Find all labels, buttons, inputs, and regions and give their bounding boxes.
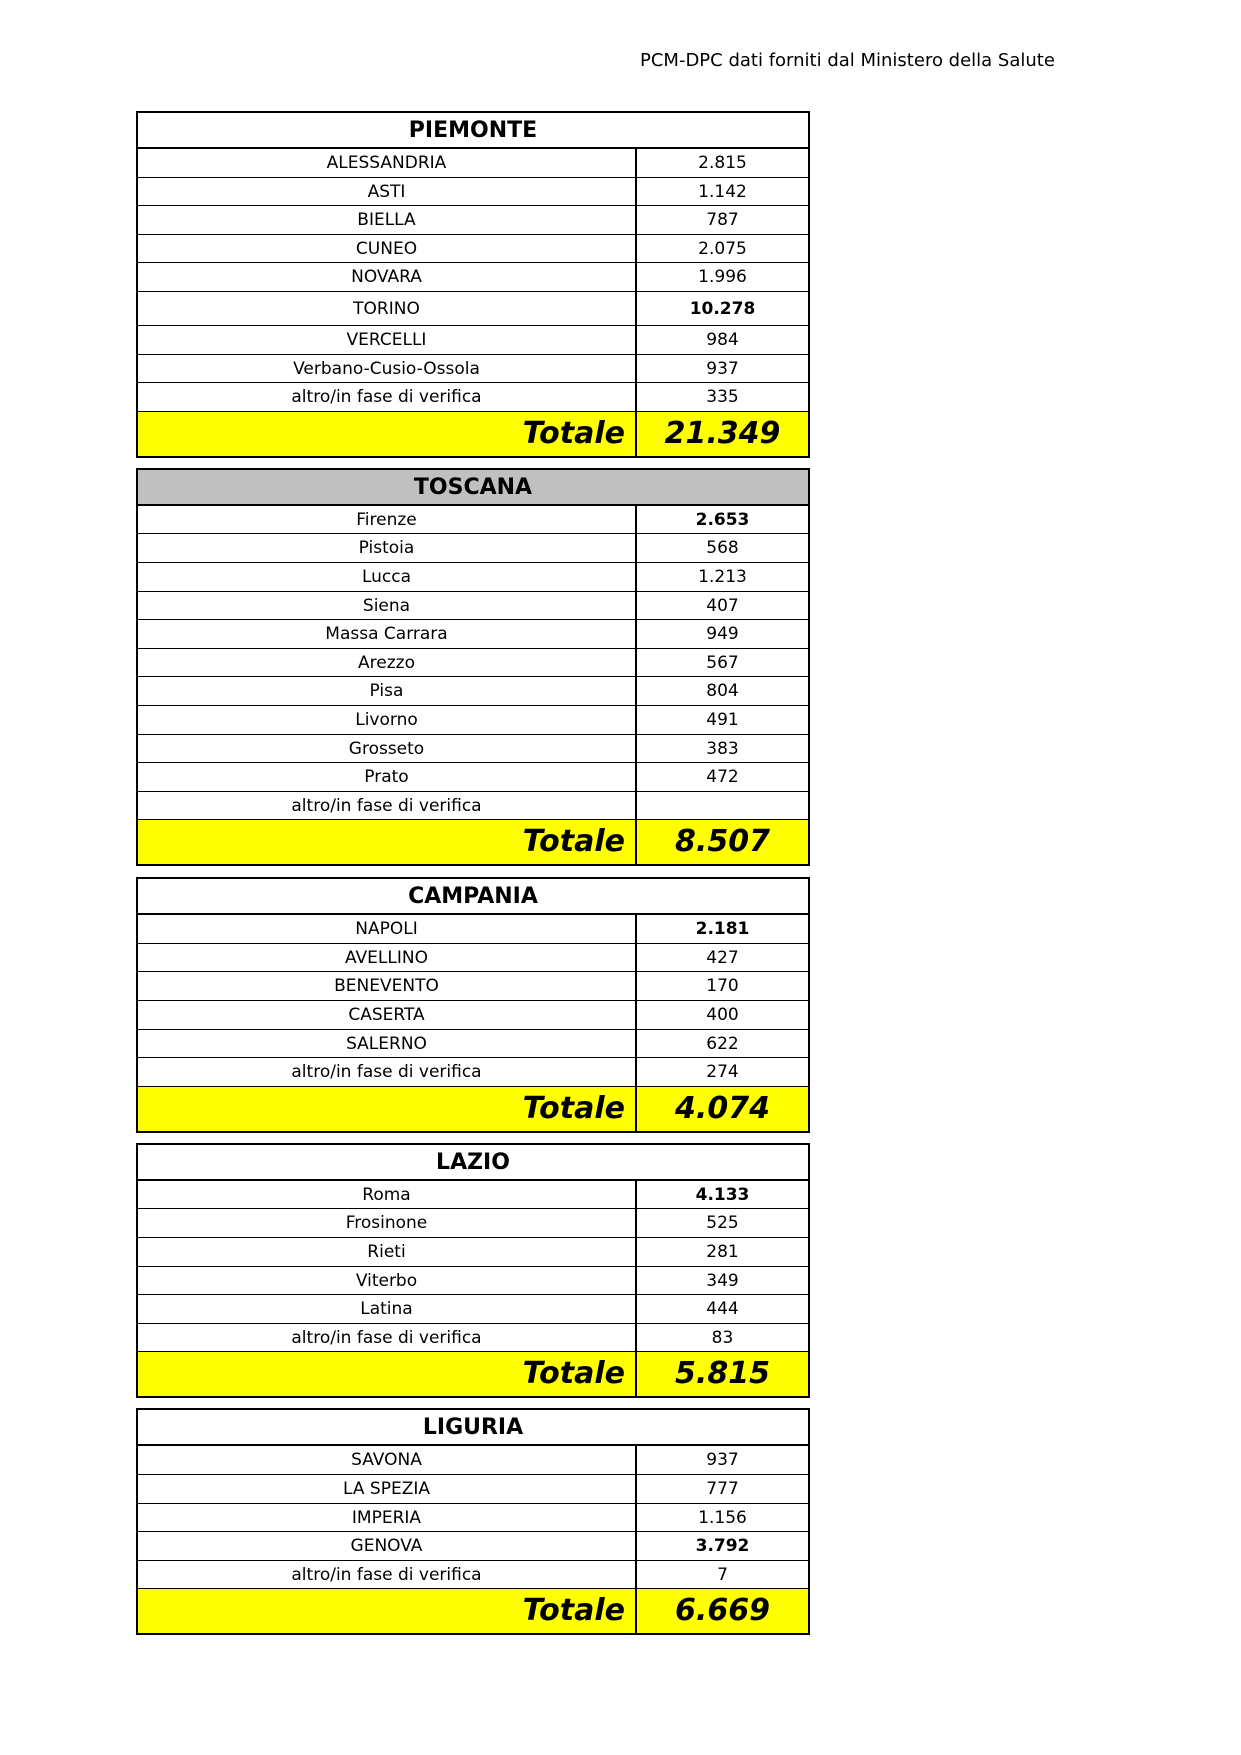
table-row bbox=[138, 178, 808, 207]
table-row bbox=[138, 1238, 808, 1267]
total-label: Totale bbox=[138, 1589, 637, 1633]
province-name: Arezzo bbox=[138, 649, 637, 677]
province-name: Viterbo bbox=[138, 1267, 637, 1295]
region-table-toscana bbox=[136, 468, 810, 867]
total-label: Totale bbox=[138, 412, 637, 456]
province-name: altro/in fase di verifica bbox=[138, 1561, 637, 1589]
table-row bbox=[138, 206, 808, 235]
province-name: Prato bbox=[138, 763, 637, 791]
province-value: 567 bbox=[706, 652, 739, 673]
province-name: LA SPEZIA bbox=[138, 1475, 637, 1503]
table-row bbox=[138, 735, 808, 764]
total-value: 21.349 bbox=[664, 415, 781, 451]
province-name: altro/in fase di verifica bbox=[138, 792, 637, 820]
region-title: LAZIO bbox=[138, 1145, 808, 1181]
table-row bbox=[138, 944, 808, 973]
province-name: VERCELLI bbox=[138, 326, 637, 354]
table-row bbox=[138, 649, 808, 678]
province-value: 383 bbox=[706, 738, 739, 759]
table-row bbox=[138, 355, 808, 384]
total-row bbox=[138, 412, 808, 456]
province-value: 1.156 bbox=[698, 1507, 747, 1528]
province-name: altro/in fase di verifica bbox=[138, 1058, 637, 1086]
province-value: 568 bbox=[706, 538, 739, 559]
total-value: 4.074 bbox=[675, 1090, 770, 1126]
table-row bbox=[138, 763, 808, 792]
table-row bbox=[138, 1561, 808, 1590]
province-name: NAPOLI bbox=[138, 915, 637, 943]
province-value: 274 bbox=[706, 1062, 739, 1083]
province-value: 472 bbox=[706, 767, 739, 788]
table-row bbox=[138, 1001, 808, 1030]
table-row bbox=[138, 1267, 808, 1296]
province-name: Pistoia bbox=[138, 534, 637, 562]
province-value: 1.142 bbox=[698, 181, 747, 202]
table-row bbox=[138, 1324, 808, 1353]
province-value: 1.996 bbox=[698, 267, 747, 288]
total-value: 6.669 bbox=[675, 1593, 770, 1629]
province-value: 2.815 bbox=[698, 153, 747, 173]
province-name: CASERTA bbox=[138, 1001, 637, 1029]
province-name: NOVARA bbox=[138, 263, 637, 291]
province-name: Latina bbox=[138, 1295, 637, 1323]
region-table-piemonte bbox=[136, 111, 810, 458]
province-value: 2.653 bbox=[695, 509, 750, 530]
province-name: altro/in fase di verifica bbox=[138, 383, 637, 411]
total-label: Totale bbox=[138, 820, 637, 864]
table-row bbox=[138, 326, 808, 355]
table-row bbox=[138, 1295, 808, 1324]
total-value: 5.815 bbox=[675, 1356, 770, 1392]
table-row bbox=[138, 1446, 808, 1475]
region-table-campania bbox=[136, 877, 810, 1133]
province-value: 3.792 bbox=[695, 1536, 750, 1557]
province-value: 525 bbox=[706, 1213, 739, 1234]
table-row bbox=[138, 534, 808, 563]
province-value: 83 bbox=[711, 1327, 734, 1348]
table-row bbox=[138, 620, 808, 649]
table-row bbox=[138, 1475, 808, 1504]
province-name: SAVONA bbox=[138, 1446, 637, 1474]
province-value: 777 bbox=[706, 1479, 739, 1499]
province-name: Livorno bbox=[138, 706, 637, 734]
table-row bbox=[138, 563, 808, 592]
province-value: 787 bbox=[706, 210, 739, 231]
table-row bbox=[138, 506, 808, 535]
province-value: 281 bbox=[706, 1242, 739, 1263]
province-value: 10.278 bbox=[689, 298, 756, 319]
source-note: PCM-DPC dati forniti dal Ministero della Salute bbox=[640, 50, 1055, 71]
province-name: Roma bbox=[138, 1181, 637, 1209]
province-name: AVELLINO bbox=[138, 944, 637, 972]
table-row bbox=[138, 792, 808, 821]
total-value: 8.507 bbox=[675, 824, 770, 860]
total-row bbox=[138, 1589, 808, 1633]
table-row bbox=[138, 1532, 808, 1561]
province-name: Lucca bbox=[138, 563, 637, 591]
region-table-lazio bbox=[136, 1143, 810, 1399]
province-value: 427 bbox=[706, 947, 739, 968]
province-value bbox=[637, 792, 808, 820]
province-value: 937 bbox=[706, 358, 739, 379]
province-name: Massa Carrara bbox=[138, 620, 637, 648]
region-title: CAMPANIA bbox=[138, 879, 808, 915]
table-row bbox=[138, 677, 808, 706]
province-name: Firenze bbox=[138, 506, 637, 534]
province-value: 2.181 bbox=[695, 919, 750, 940]
table-row bbox=[138, 972, 808, 1001]
province-name: Frosinone bbox=[138, 1209, 637, 1237]
province-name: altro/in fase di verifica bbox=[138, 1324, 637, 1352]
table-row bbox=[138, 1058, 808, 1087]
province-name: BIELLA bbox=[138, 206, 637, 234]
province-value: 407 bbox=[706, 595, 739, 616]
region-table-liguria bbox=[136, 1408, 810, 1635]
province-value: 444 bbox=[706, 1299, 739, 1320]
province-value: 349 bbox=[706, 1270, 739, 1291]
table-row bbox=[138, 149, 808, 178]
table-row bbox=[138, 263, 808, 292]
region-tables bbox=[136, 111, 810, 1645]
province-name: Verbano-Cusio-Ossola bbox=[138, 355, 637, 383]
region-title: LIGURIA bbox=[138, 1410, 808, 1446]
province-value: 335 bbox=[706, 387, 739, 408]
province-value: 491 bbox=[706, 709, 739, 730]
province-name: Rieti bbox=[138, 1238, 637, 1266]
total-row bbox=[138, 820, 808, 864]
table-row bbox=[138, 592, 808, 621]
province-name: TORINO bbox=[138, 292, 637, 325]
region-title: PIEMONTE bbox=[138, 113, 808, 149]
table-row bbox=[138, 915, 808, 944]
province-value: 937 bbox=[706, 1450, 739, 1471]
province-name: IMPERIA bbox=[138, 1504, 637, 1532]
province-value: 984 bbox=[706, 329, 739, 350]
province-name: SALERNO bbox=[138, 1030, 637, 1058]
province-value: 1.213 bbox=[698, 566, 747, 587]
table-row bbox=[138, 1504, 808, 1533]
total-row bbox=[138, 1352, 808, 1396]
province-name: Siena bbox=[138, 592, 637, 620]
total-label: Totale bbox=[138, 1087, 637, 1131]
province-value: 400 bbox=[706, 1005, 739, 1026]
province-value: 804 bbox=[706, 681, 739, 702]
province-value: 949 bbox=[706, 624, 739, 645]
province-value: 4.133 bbox=[695, 1184, 750, 1205]
table-row bbox=[138, 1209, 808, 1238]
total-row bbox=[138, 1087, 808, 1131]
province-name: GENOVA bbox=[138, 1532, 637, 1560]
province-value: 2.075 bbox=[698, 238, 747, 259]
table-row bbox=[138, 292, 808, 326]
province-name: ASTI bbox=[138, 178, 637, 206]
province-name: ALESSANDRIA bbox=[138, 149, 637, 177]
region-title: TOSCANA bbox=[138, 470, 808, 506]
table-row bbox=[138, 1181, 808, 1210]
province-name: CUNEO bbox=[138, 235, 637, 263]
province-value: 170 bbox=[706, 976, 739, 997]
table-row bbox=[138, 706, 808, 735]
table-row bbox=[138, 1030, 808, 1059]
province-name: BENEVENTO bbox=[138, 972, 637, 1000]
province-value: 7 bbox=[717, 1564, 728, 1585]
province-name: Pisa bbox=[138, 677, 637, 705]
table-row bbox=[138, 383, 808, 412]
total-label: Totale bbox=[138, 1352, 637, 1396]
province-value: 622 bbox=[706, 1033, 739, 1054]
province-name: Grosseto bbox=[138, 735, 637, 763]
table-row bbox=[138, 235, 808, 264]
